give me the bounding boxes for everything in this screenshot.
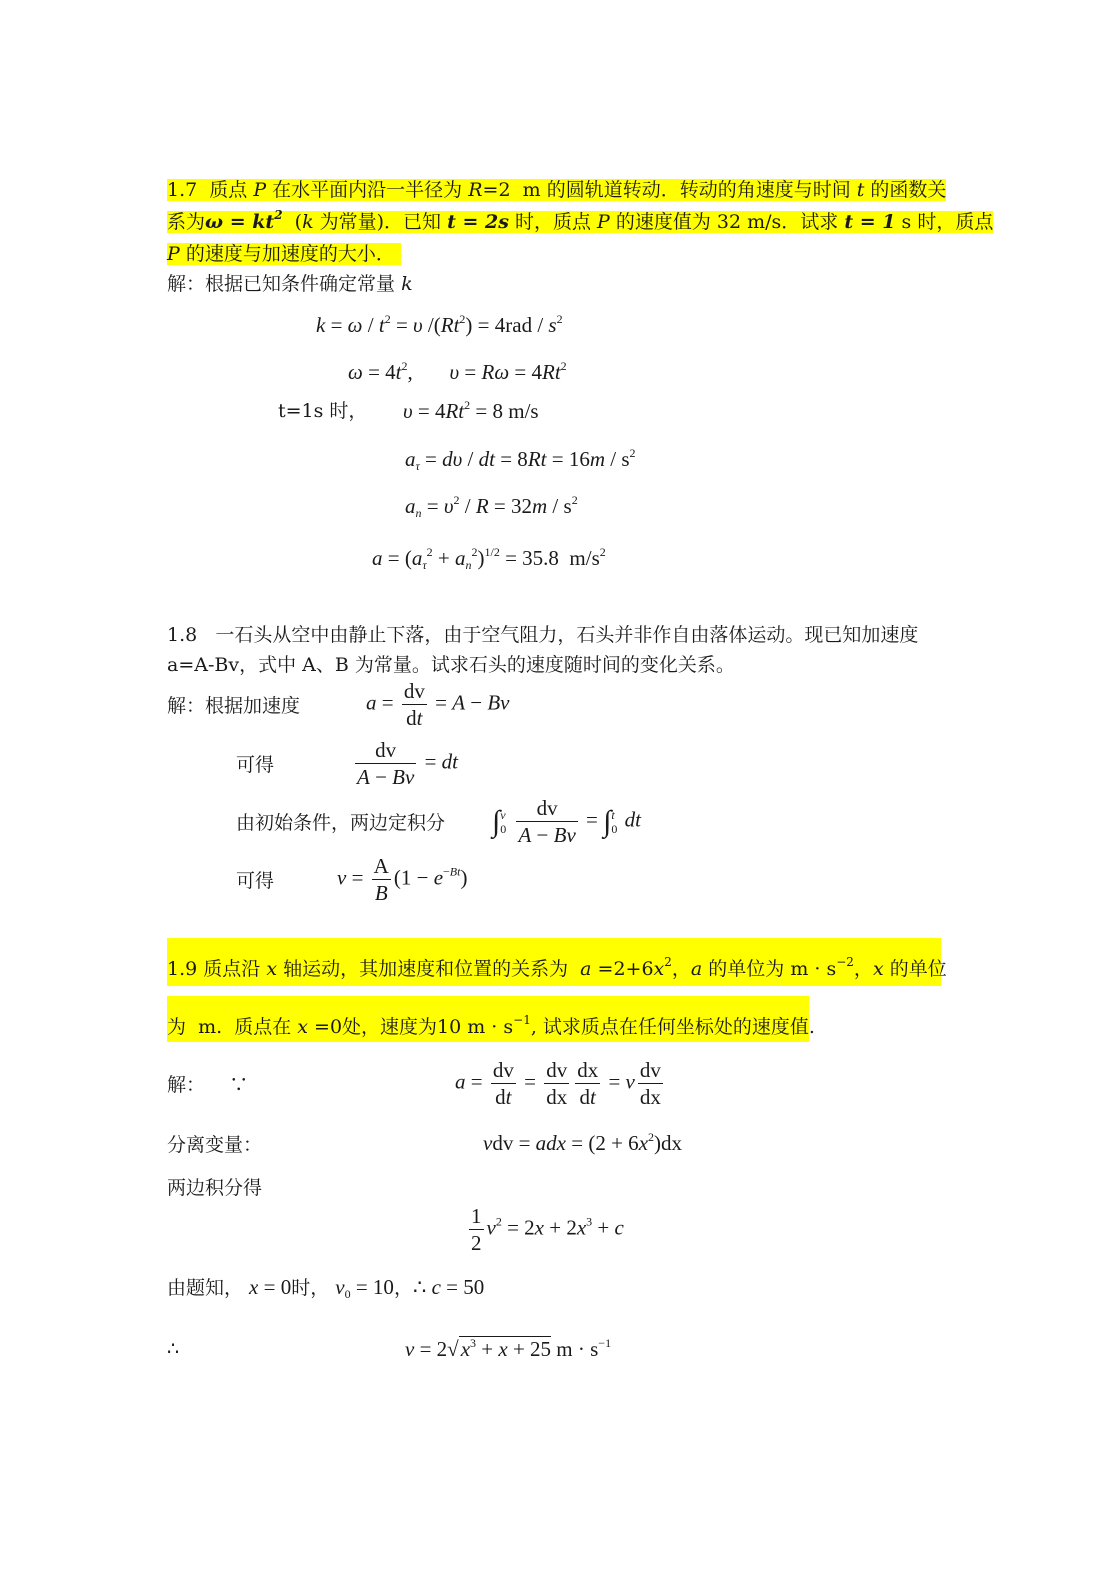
equation-a-def: a = $\frac{dv}{dt}$ = A − Bv <box>366 679 510 730</box>
equation-vdv: vdv = adx = $(2 + 6x^2)dx$ <box>483 1130 683 1155</box>
equation-k: $k = \omega / t^2 = \upsilon$ $/(Rt^2) = 4rad / s^2$ <box>316 312 563 337</box>
equation-separated: $\frac{dv}{A - Bv}$ = dt <box>357 738 459 789</box>
problem-1-7-line-3: P 的速度与加速度的大小． <box>167 243 401 265</box>
problem-1-7-line-1: 1.7 质点 P 在水平面内沿一半径为 R=2 m 的圆轨道转动．转动的角速度与时间 t 的函数关 <box>167 179 947 201</box>
equation-v-solution: v = $\frac{A}{B}$ $(1 - e^{-Bt})$ <box>337 854 468 905</box>
problem-1-9-line-2: 为 m. 质点在 x =0处，速度为10 $m \cdot s^{-1}$, 试求质点在任何坐标处的速度值. <box>167 1013 815 1038</box>
t1-label: t=1s 时， <box>278 400 368 422</box>
step1-label: 可得 <box>236 754 275 776</box>
step2-label: 由初始条件，两边定积分 <box>236 812 446 834</box>
problem-1-7-line-2: 系为$\omega = kt^2$ (k 为常量)．已知 t = 2s 时，质点 P 的速度值为 32 m/s．试求 t = 1 s 时，质点 <box>167 208 994 233</box>
problem-1-9-line-1: 1.9 质点沿 x 轴运动，其加速度和位置的关系为 $a =2+6x^2$，a 的单位为 $m \cdot s^{-2}$，x 的单位 <box>167 955 947 980</box>
equation-integrated: $\frac{1}{2}$ $v^2 = 2x + 2x^3 + c$ <box>471 1204 624 1255</box>
equation-final-velocity: $v = 2√x^3 + x + 25$ $m \cdot s^{-1}$ <box>405 1336 612 1361</box>
equation-omega-v: $\omega = 4t^2$, $\upsilon = R\omega = 4Rt^2$ <box>348 359 567 384</box>
problem-1-7-solution-intro: 解：根据已知条件确定常量 k <box>167 273 413 295</box>
equation-a-chain: a = $\frac{dv}{dt}$ = $\frac{dv}{dx}$ $\frac{dx}{dt}$ = v $\frac{dv}{dx}$ <box>455 1058 661 1109</box>
problem-1-8-line-1: 1.8 一石头从空中由静止下落，由于空气阻力，石头并非作自由落体运动。现已知加速度 <box>167 624 919 646</box>
equation-a-tangential: $a_\tau = d\upsilon$ / dt = $8Rt = 16m / s^2$ <box>405 446 636 473</box>
equation-v-at-t1: $\upsilon = 4Rt^2 = 8$ m/s <box>403 398 539 423</box>
equation-a-total: $a = (a_\tau^2 + a_n^2)^{1/2} = 35.8$ $m/s^2$ <box>372 545 606 572</box>
condition-line: 由题知， x = 0时， $v_0 = 10$，∴ c = 50 <box>167 1275 485 1301</box>
because-symbol: ∵ <box>229 1074 249 1096</box>
equation-integral: ∫ v 0 $\frac{dv}{A - Bv}$ = ∫ t 0 dt <box>492 796 641 847</box>
problem-1-8-solution-intro: 解：根据加速度 <box>167 695 301 717</box>
separate-label: 分离变量： <box>167 1134 263 1156</box>
step3-label: 可得 <box>236 870 275 892</box>
equation-a-normal: $a_n = \upsilon^2 / R = 32m / s^2$ <box>405 493 578 520</box>
integrate-label: 两边积分得 <box>167 1177 263 1199</box>
problem-1-8-line-2: a=A-Bv，式中 A、B 为常量。试求石头的速度随时间的变化关系。 <box>167 654 735 676</box>
therefore-symbol: ∴ <box>167 1338 180 1360</box>
problem-1-9-solution-intro: 解： ∵ <box>167 1074 249 1096</box>
